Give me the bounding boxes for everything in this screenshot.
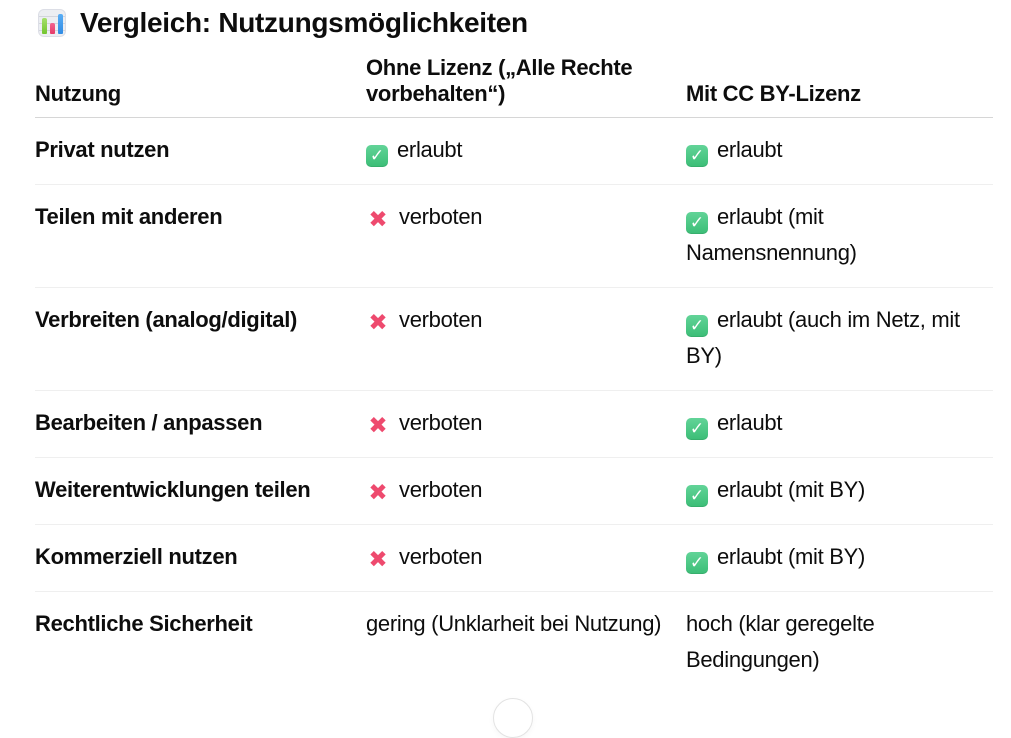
- cell-text: verboten: [399, 477, 483, 502]
- cross-icon: [366, 547, 390, 571]
- row-label: Privat nutzen: [35, 137, 170, 162]
- cell-text: erlaubt (mit Namensnennung): [686, 204, 857, 265]
- cell-cc-by: [686, 472, 993, 508]
- check-icon: [686, 212, 708, 234]
- cell-ohne-lizenz: [366, 472, 686, 508]
- check-icon: [686, 145, 708, 167]
- cell-ohne-lizenz: [366, 302, 686, 374]
- cross-icon: [366, 413, 390, 437]
- check-icon: [686, 485, 708, 507]
- table-header-row: [35, 40, 993, 118]
- cell-cc-by: [686, 132, 993, 168]
- cell-cc-by: [686, 302, 993, 374]
- cell-text: gering (Unklarheit bei Nutzung): [366, 611, 662, 636]
- check-icon: [366, 145, 388, 167]
- cell-text: erlaubt (mit BY): [717, 544, 866, 569]
- row-label: Bearbeiten / anpassen: [35, 410, 263, 435]
- column-header-cc-by: Mit CC BY-Lizenz: [686, 81, 861, 106]
- table-row: [35, 185, 993, 288]
- table-row: [35, 525, 993, 592]
- page-title: Vergleich: Nutzungsmöglichkeiten: [80, 7, 528, 38]
- check-icon: [686, 418, 708, 440]
- table-row: [35, 391, 993, 458]
- row-label: Rechtliche Sicherheit: [35, 611, 253, 636]
- cell-ohne-lizenz: [366, 199, 686, 271]
- cell-text: erlaubt: [717, 410, 783, 435]
- row-label: Weiterentwicklungen teilen: [35, 477, 311, 502]
- cell-text: erlaubt (mit BY): [717, 477, 866, 502]
- cell-cc-by: [686, 539, 993, 575]
- row-label: Teilen mit anderen: [35, 204, 223, 229]
- comparison-table: [35, 40, 993, 694]
- column-header-ohne-lizenz: Ohne Lizenz („Alle Rechte vorbehalten“): [366, 55, 633, 106]
- cell-text: verboten: [399, 544, 483, 569]
- cell-text: erlaubt: [397, 137, 463, 162]
- cell-text: verboten: [399, 307, 483, 332]
- cell-text: hoch (klar geregelte Bedingungen): [686, 611, 875, 672]
- table-row: [35, 592, 993, 694]
- check-icon: [686, 552, 708, 574]
- row-label: Verbreiten (analog/digital): [35, 307, 298, 332]
- table-row: [35, 118, 993, 185]
- cell-cc-by: [686, 606, 993, 678]
- scroll-to-bottom-button[interactable]: [493, 698, 533, 738]
- column-header-nutzung: Nutzung: [35, 81, 121, 106]
- cell-cc-by: [686, 199, 993, 271]
- cell-text: erlaubt (auch im Netz, mit BY): [686, 307, 960, 368]
- bar-chart-icon: [38, 9, 66, 37]
- row-label: Kommerziell nutzen: [35, 544, 238, 569]
- cross-icon: [366, 480, 390, 504]
- cell-text: erlaubt: [717, 137, 783, 162]
- table-row: [35, 288, 993, 391]
- cell-ohne-lizenz: [366, 539, 686, 575]
- cell-ohne-lizenz: [366, 606, 686, 678]
- cell-cc-by: [686, 405, 993, 441]
- section-title: [0, 0, 1011, 40]
- cross-icon: [366, 207, 390, 231]
- cell-ohne-lizenz: [366, 132, 686, 168]
- cell-text: verboten: [399, 410, 483, 435]
- cell-text: verboten: [399, 204, 483, 229]
- check-icon: [686, 315, 708, 337]
- cell-ohne-lizenz: [366, 405, 686, 441]
- cross-icon: [366, 310, 390, 334]
- table-row: [35, 458, 993, 525]
